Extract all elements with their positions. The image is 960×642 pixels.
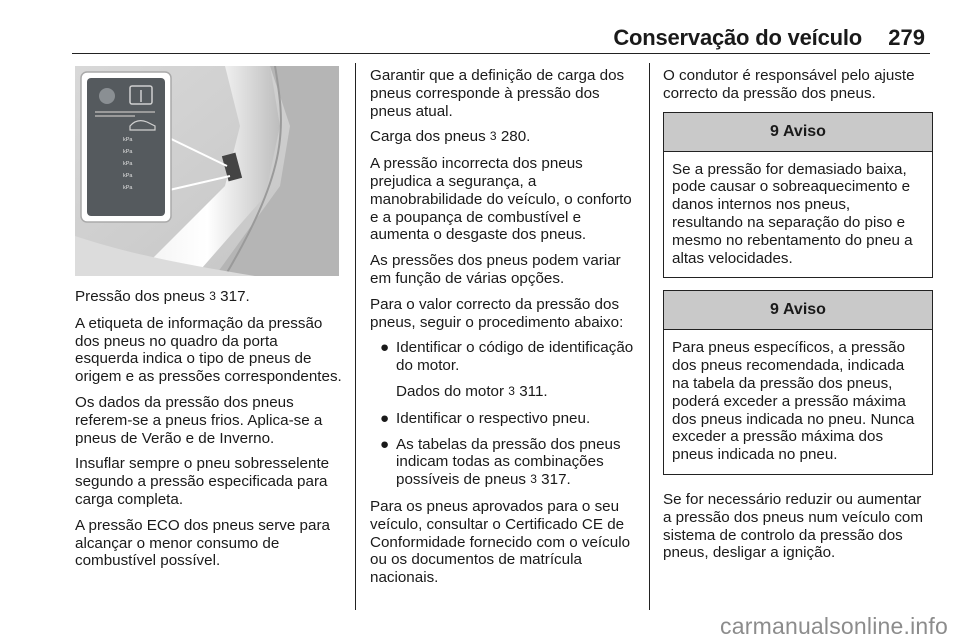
- cross-reference-icon: 3: [530, 472, 537, 487]
- warning-icon: 9: [770, 122, 779, 140]
- tire-pressure-label-figure: [75, 66, 339, 276]
- paragraph: Garantir que a definição de carga dos pneus corresponde à pressão dos pneus atual.: [370, 67, 625, 120]
- paragraph: Para o valor correcto da pressão dos pneus, seguir o procedimento abaixo:: [370, 295, 624, 331]
- cross-reference-link[interactable]: 317.: [541, 471, 571, 489]
- paragraph: Insuflar sempre o pneu sobresselente segundo a pressão especificada para carga completa.: [75, 455, 330, 508]
- cross-reference-link[interactable]: 317.: [220, 288, 250, 305]
- list-item: ● As tabelas da pressão dos pneus indicam todas as combinações possíveis de pneus 3 317.: [370, 436, 640, 490]
- cross-reference-icon: 3: [508, 383, 515, 398]
- list-item: ● Identificar o código de identificação do motor.: [370, 339, 640, 375]
- bullet-icon: ●: [380, 435, 390, 453]
- column-3: [663, 67, 933, 570]
- paragraph: Carga dos pneus 3 280.: [370, 128, 531, 146]
- bullet-icon: ●: [380, 339, 390, 357]
- paragraph: Os dados da pressão dos pneus referem-se a pneus frios. Aplica-se a pneus de Verão e de Inverno.: [75, 393, 323, 447]
- column-divider: [355, 63, 356, 610]
- paragraph: Se for necessário reduzir ou aumentar a pressão dos pneus num veículo com sistema de controlo da pressão dos pneus, desligar a ignição.: [663, 490, 924, 562]
- warning-icon: 9: [770, 301, 779, 319]
- warning-box: [663, 290, 933, 475]
- page-number: 279: [888, 25, 925, 50]
- cross-reference-icon: 3: [489, 129, 497, 144]
- column-1: [75, 288, 345, 578]
- sub-paragraph: Dados do motor 3 311.: [396, 382, 548, 400]
- paragraph: O condutor é responsável pelo ajuste correcto da pressão dos pneus.: [663, 67, 915, 102]
- warning-box: [663, 112, 933, 279]
- warning-text: Para pneus específicos, a pressão dos pneus recomendada, indicada na tabela da pressão dos pneus, poderá exceder a pressão máxima dos pneus indicada no pneu. Nunca exceder a pressão máxima dos pneus indicada no pneu.: [672, 339, 915, 464]
- column-divider: [649, 63, 650, 610]
- paragraph: As pressões dos pneus podem variar em função de várias opções.: [370, 252, 621, 287]
- label-row: kPa: [123, 161, 133, 167]
- page-header: [0, 0, 960, 56]
- paragraph: A pressão incorrecta dos pneus prejudica a segurança, a manobrabilidade do veículo, o conforto e a poupança de combustível e aumenta o desgaste dos pneus.: [370, 155, 632, 244]
- label-row: kPa: [123, 185, 133, 191]
- paragraph: A etiqueta de informação da pressão dos pneus no quadro da porta esquerda indica o tipo de pneus de origem e as pressões correspondentes.: [75, 314, 342, 386]
- label-row: kPa: [123, 137, 133, 143]
- paragraph: A pressão ECO dos pneus serve para alcançar o menor consumo de combustível possível.: [75, 516, 330, 570]
- label-row: kPa: [123, 149, 133, 155]
- list-item: ● Identificar o respectivo pneu.: [370, 410, 640, 428]
- warning-header: 9 Aviso: [664, 113, 932, 152]
- page-title: Conservação do veículo: [613, 25, 862, 50]
- label-row: kPa: [123, 173, 133, 179]
- warning-header: 9 Aviso: [664, 291, 932, 330]
- paragraph: Pressão dos pneus 3 317.: [75, 288, 250, 305]
- column-2: [370, 67, 640, 595]
- cross-reference-link[interactable]: 311.: [519, 382, 548, 400]
- label-rows: [89, 134, 165, 194]
- watermark: carmanualsonline.info: [720, 613, 948, 639]
- header-rule: [72, 53, 930, 54]
- paragraph: Para os pneus aprovados para o seu veículo, consultar o Certificado CE de Conformidade fornecido com o veículo ou os documentos de matrícula nacionais.: [370, 497, 631, 587]
- warning-text: Se a pressão for demasiado baixa, pode causar o sobreaquecimento e danos internos nos pneus, resultando na separação do piso e mesmo no rebentamento do pneu a altas velocidades.: [672, 160, 913, 267]
- bullet-icon: ●: [380, 409, 390, 427]
- cross-reference-link[interactable]: 280.: [500, 128, 531, 146]
- cross-reference-icon: 3: [209, 289, 216, 303]
